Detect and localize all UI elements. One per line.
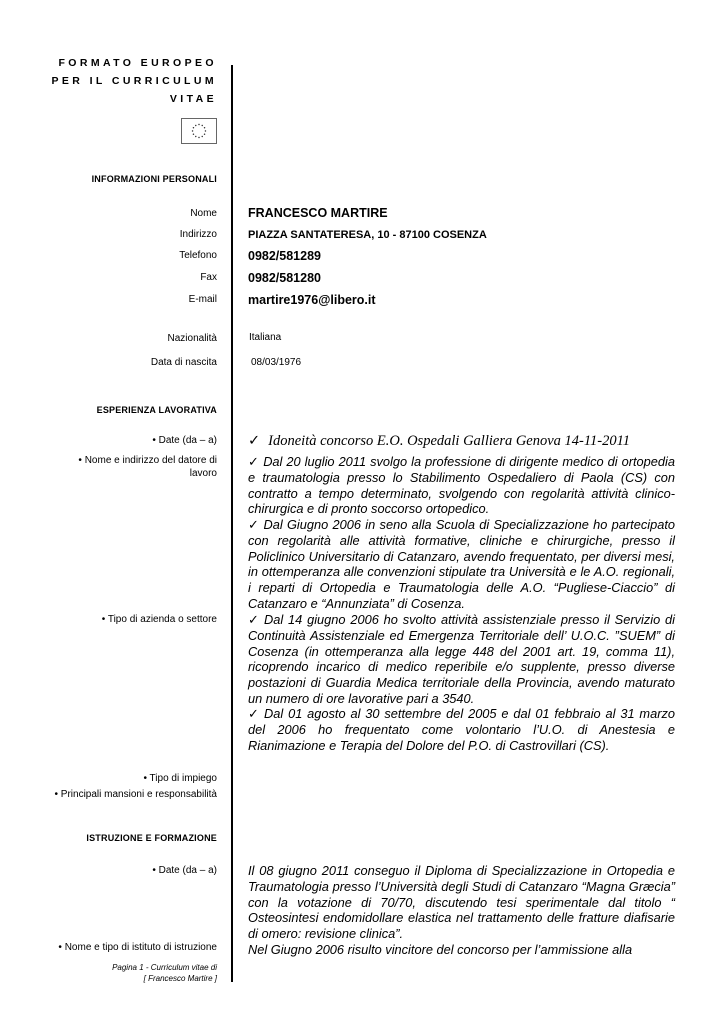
education-item-2-text: Nel Giugno 2006 risulto vincitore del concorso per l’ammissione alla xyxy=(248,942,633,957)
checkmark-icon: ✓ xyxy=(248,612,260,627)
footer-line-2: [ Francesco Martire ] xyxy=(143,974,217,983)
label-sector: • Tipo di azienda o settore xyxy=(101,614,217,625)
label-name: Nome xyxy=(190,208,217,219)
value-fax: 0982/581280 xyxy=(248,271,321,285)
work-item-2 xyxy=(248,454,675,517)
label-employer: • Nome e indirizzo del datore di lavoro xyxy=(78,455,217,479)
work-item-1 xyxy=(248,433,630,450)
education-item-2 xyxy=(248,942,675,958)
work-item-3-text: Dal Giugno 2006 in seno alla Scuola di Specializzazione ho partecipato con regolarità alle attività formative, cliniche e chirurgiche, presso il Policlinico Universitario di Catanzaro, avendo frequentato, per diversi mesi, in ottemperanza alle convenzioni stipulate tra Università e le A.O. regionali, i reparti di Ortopedia e Traumatologia delle A.O. “Pugliese-Ciaccio” di Catanzaro e “Annunziata” di Cosenza. xyxy=(248,517,675,611)
checkmark-icon: ✓ xyxy=(248,454,260,469)
label-birth-date: Data di nascita xyxy=(150,357,217,368)
work-item-4-text: Dal 14 giugno 2006 ho svolto attività assistenziale presso il Servizio di Continuità Assistenziale ed Emergenza Territoriale dell’ U.O.C. ”SUEM” di Cosenza (in ottemperanza alla legge 448 del 2001 art. 19, comma 11), ricoprendo incarico di medico reperibile e/o supplente, presso diverse postazioni di Guardia Medica territoriale della Provincia, avendo maturato un numero di ore lavorative pari a 3540. xyxy=(248,612,675,706)
cv-title-line-1: FORMATO EUROPEO xyxy=(58,57,217,69)
label-phone: Telefono xyxy=(179,250,217,261)
label-job-type: • Tipo di impiego xyxy=(143,773,217,784)
label-institute: • Nome e tipo di istituto di istruzione xyxy=(58,942,217,953)
section-work-experience: ESPERIENZA LAVORATIVA xyxy=(96,405,217,415)
work-item-5 xyxy=(248,706,675,753)
eu-flag-icon xyxy=(181,118,217,144)
education-item-1 xyxy=(248,863,675,942)
checkmark-icon: ✓ xyxy=(248,433,261,449)
section-personal-info: INFORMAZIONI PERSONALI xyxy=(91,174,217,184)
checkmark-icon: ✓ xyxy=(248,706,261,721)
label-nationality: Nazionalità xyxy=(167,333,217,344)
label-work-dates: • Date (da – a) xyxy=(152,435,217,446)
value-address: PIAZZA SANTATERESA, 10 - 87100 COSENZA xyxy=(248,229,487,241)
work-item-4 xyxy=(248,612,675,707)
value-nationality: Italiana xyxy=(249,332,282,343)
label-education-dates: • Date (da – a) xyxy=(152,865,217,876)
label-fax: Fax xyxy=(200,272,217,283)
label-email: E-mail xyxy=(188,294,217,305)
value-name: FRANCESCO MARTIRE xyxy=(248,206,388,220)
label-duties: • Principali mansioni e responsabilità xyxy=(54,789,217,800)
cv-title-line-2: PER IL CURRICULUM xyxy=(51,75,217,87)
cv-title xyxy=(51,54,217,108)
work-item-1-text: Idoneità concorso E.O. Ospedali Galliera Genova 14-11-2011 xyxy=(268,433,631,449)
value-phone: 0982/581289 xyxy=(248,249,321,263)
education-item-1-text: Il 08 giugno 2011 conseguo il Diploma di Specializzazione in Ortopedia e Traumatologia presso l’Università degli Studi di Catanzaro “Magna Græcia” con la votazione di 70/70, discutendo tesi sperimentale dal titolo “ Osteosintesi endomidollare elastica nel trattamento delle fratture diafisarie di omero: revisione clinica”. xyxy=(248,863,675,941)
checkmark-icon: ✓ xyxy=(248,517,260,532)
label-address: Indirizzo xyxy=(179,229,217,240)
work-item-2-text: Dal 20 luglio 2011 svolgo la professione di dirigente medico di ortopedia e traumatologia presso lo Stabilimento Ospedaliero di Paola (CS) con contratto a tempo determinato, svolgendo con regolarità attività clinico-chirurgica e di pronto soccorso ortopedico. xyxy=(248,454,675,517)
value-email: martire1976@libero.it xyxy=(248,293,376,307)
work-item-5-text: Dal 01 agosto al 30 settembre del 2005 e dal 01 febbraio al 31 marzo del 2006 ho frequentato come volontario l’U.O. di Anestesia e Rianimazione e Terapia del Dolore del P.O. di Castrovillari (CS). xyxy=(248,706,675,753)
column-divider xyxy=(231,65,233,982)
footer-line-1: Pagina 1 - Curriculum vitae di xyxy=(112,963,217,972)
value-birth-date: 08/03/1976 xyxy=(251,357,302,368)
section-education: ISTRUZIONE E FORMAZIONE xyxy=(86,833,217,843)
work-item-3 xyxy=(248,517,675,612)
cv-title-line-3: VITAE xyxy=(169,93,217,105)
page-footer xyxy=(112,962,217,984)
